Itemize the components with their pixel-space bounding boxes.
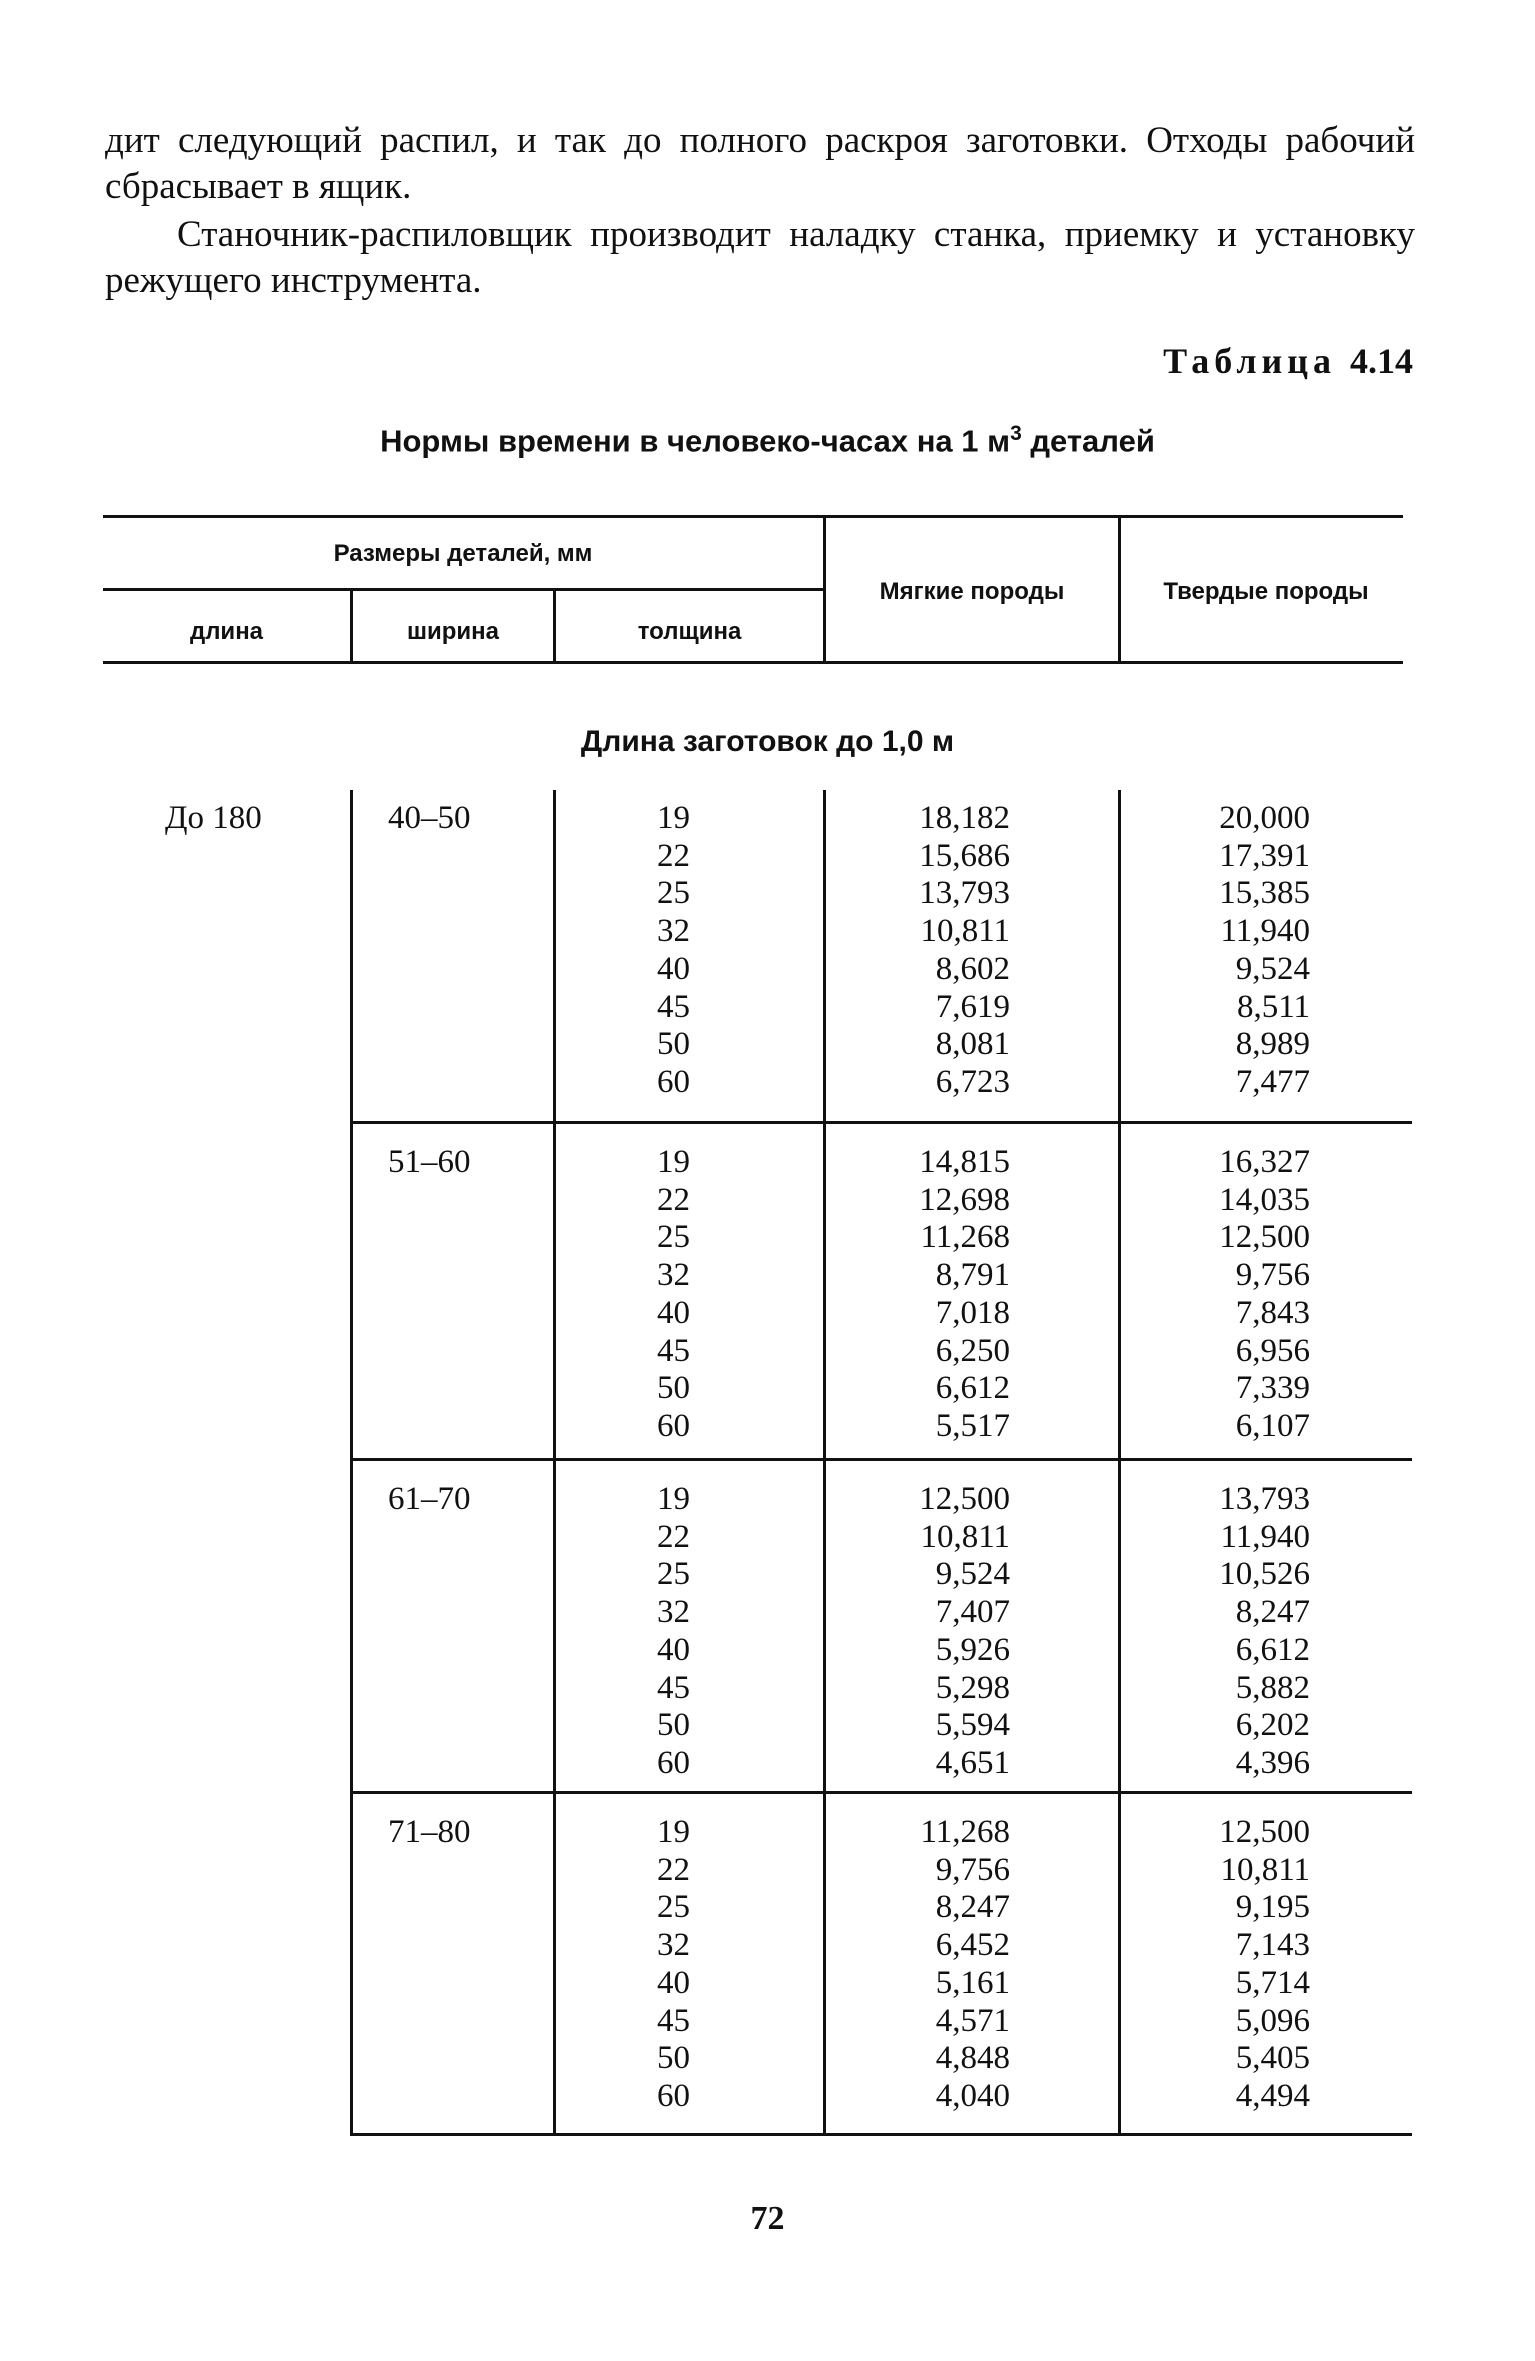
thickness-value: 19 (657, 1481, 690, 1517)
header-bottom-rule (103, 661, 1403, 664)
thickness-value: 60 (657, 1063, 690, 1100)
soft-value: 18,182 (919, 800, 1010, 836)
soft-value: 4,651 (935, 1744, 1010, 1781)
header-hard: Твердые породы (1163, 578, 1369, 605)
body-vline-2 (553, 790, 556, 2135)
hard-value: 10,811 (1220, 1851, 1310, 1888)
soft-value: 4,040 (935, 2077, 1010, 2114)
hard-value: 17,391 (1219, 837, 1310, 874)
group-separator (350, 1458, 1412, 1461)
soft-value: 9,756 (935, 1851, 1010, 1888)
table-title-sup: 3 (1010, 422, 1022, 445)
table-label (1163, 340, 1413, 382)
hard-value: 16,327 (1219, 1144, 1310, 1180)
thickness-value: 50 (657, 1026, 690, 1063)
width-range: 61–70 (388, 1481, 471, 1517)
table-label-word: Таблица (1163, 341, 1336, 381)
thickness-value: 22 (657, 837, 690, 874)
thickness-value: 40 (657, 1631, 690, 1668)
thickness-value: 40 (657, 950, 690, 987)
soft-value: 5,517 (935, 1407, 1010, 1444)
hard-value: 15,385 (1219, 875, 1310, 912)
soft-value: 12,698 (919, 1181, 1010, 1218)
thickness-value: 22 (657, 1518, 690, 1555)
page-number: 72 (750, 2200, 785, 2237)
thickness-value: 25 (657, 1889, 690, 1926)
hard-value: 5,405 (1235, 2040, 1310, 2077)
thickness-value: 25 (657, 875, 690, 912)
thickness-value: 19 (657, 1814, 690, 1850)
hard-value: 4,396 (1235, 1744, 1310, 1781)
hard-value: 6,107 (1235, 1407, 1310, 1444)
soft-value: 12,500 (919, 1481, 1010, 1517)
soft-value: 10,811 (920, 1518, 1010, 1555)
soft-value: 6,723 (935, 1063, 1010, 1100)
soft-value: 7,407 (935, 1594, 1010, 1631)
hard-value: 7,843 (1235, 1294, 1310, 1331)
thickness-value: 22 (657, 1851, 690, 1888)
hard-value: 5,882 (1235, 1669, 1310, 1706)
paragraph-1: дит следующий распил, и так до полного раскроя заготовки. Отходы рабочий сбрасывает в ящик. (105, 120, 1415, 207)
hard-value: 12,500 (1219, 1814, 1310, 1850)
width-range: 71–80 (388, 1814, 471, 1850)
soft-value: 4,571 (935, 2002, 1010, 2039)
thickness-value: 22 (657, 1181, 690, 1218)
soft-value: 4,848 (935, 2040, 1010, 2077)
thickness-value: 45 (657, 988, 690, 1025)
hard-value: 5,714 (1235, 1964, 1310, 2001)
thickness-value: 32 (657, 1927, 690, 1964)
soft-value: 6,452 (935, 1927, 1010, 1964)
soft-value: 6,250 (935, 1332, 1010, 1369)
hard-value: 8,247 (1235, 1594, 1310, 1631)
soft-value: 9,524 (935, 1556, 1010, 1593)
header-top-rule (103, 515, 1403, 518)
soft-value: 13,793 (919, 875, 1010, 912)
hard-value: 6,956 (1235, 1332, 1310, 1369)
soft-value: 15,686 (919, 837, 1010, 874)
hard-value: 9,524 (1235, 950, 1310, 987)
table-title-text: Нормы времени в человеко-часах на 1 м (380, 423, 1011, 459)
group-separator (350, 1791, 1412, 1794)
hard-value: 13,793 (1219, 1481, 1310, 1517)
hard-value: 7,339 (1235, 1370, 1310, 1407)
width-range: 40–50 (388, 800, 471, 836)
hard-value: 14,035 (1219, 1181, 1310, 1218)
header-soft: Мягкие породы (879, 578, 1065, 605)
hard-value: 7,143 (1235, 1927, 1310, 1964)
thickness-value: 32 (657, 1594, 690, 1631)
hard-value: 11,940 (1220, 913, 1310, 950)
soft-value: 6,612 (935, 1370, 1010, 1407)
hard-value: 10,526 (1219, 1556, 1310, 1593)
thickness-value: 19 (657, 1144, 690, 1180)
hard-value: 9,756 (1235, 1257, 1310, 1294)
soft-value: 5,926 (935, 1631, 1010, 1668)
hard-value: 8,511 (1236, 988, 1310, 1025)
header-mid-rule (103, 588, 823, 591)
header-width: ширина (406, 618, 499, 645)
thickness-value: 19 (657, 800, 690, 836)
width-range: 51–60 (388, 1144, 471, 1180)
soft-value: 8,081 (935, 1026, 1010, 1063)
thickness-value: 32 (657, 1257, 690, 1294)
header-sizes: Размеры деталей, мм (333, 540, 593, 567)
thickness-value: 40 (657, 1294, 690, 1331)
thickness-value: 25 (657, 1556, 690, 1593)
hard-value: 6,202 (1235, 1707, 1310, 1744)
hard-value: 11,940 (1220, 1518, 1310, 1555)
soft-value: 5,161 (935, 1964, 1010, 2001)
thickness-value: 50 (657, 2040, 690, 2077)
thickness-value: 60 (657, 2077, 690, 2114)
body-vline-3 (823, 790, 826, 2135)
thickness-value: 50 (657, 1707, 690, 1744)
thickness-value: 45 (657, 1332, 690, 1369)
group-separator (350, 1121, 1412, 1124)
thickness-value: 45 (657, 2002, 690, 2039)
hard-value: 9,195 (1235, 1889, 1310, 1926)
header-length: длина (189, 618, 264, 645)
soft-value: 5,594 (935, 1707, 1010, 1744)
soft-value: 14,815 (919, 1144, 1010, 1180)
hard-value: 12,500 (1219, 1219, 1310, 1256)
body-vline-1 (350, 790, 353, 2135)
soft-value: 11,268 (920, 1814, 1010, 1850)
soft-value: 8,247 (935, 1889, 1010, 1926)
thickness-value: 60 (657, 1744, 690, 1781)
table-title (0, 422, 1535, 459)
hard-value: 7,477 (1235, 1063, 1310, 1100)
hard-value: 6,612 (1235, 1631, 1310, 1668)
hard-value: 4,494 (1235, 2077, 1310, 2114)
thickness-value: 60 (657, 1407, 690, 1444)
soft-value: 5,298 (935, 1669, 1010, 1706)
soft-value: 8,791 (935, 1257, 1010, 1294)
soft-value: 10,811 (920, 913, 1010, 950)
hard-value: 5,096 (1235, 2002, 1310, 2039)
thickness-value: 25 (657, 1219, 690, 1256)
thickness-value: 32 (657, 913, 690, 950)
body-vline-4 (1118, 790, 1121, 2135)
thickness-value: 45 (657, 1669, 690, 1706)
table-number: 4.14 (1350, 341, 1413, 381)
header-thickness: толщина (637, 618, 742, 645)
group-separator (350, 2133, 1412, 2136)
thickness-value: 50 (657, 1370, 690, 1407)
section-title: Длина заготовок до 1,0 м (580, 725, 955, 758)
hard-value: 20,000 (1219, 800, 1310, 836)
hard-value: 8,989 (1235, 1026, 1310, 1063)
soft-value: 8,602 (935, 950, 1010, 987)
table-title-tail: деталей (1021, 423, 1155, 459)
paragraph-2: Станочник-распиловщик производит наладку станка, приемку и установку режущего инструмента. (105, 214, 1415, 301)
soft-value: 7,018 (935, 1294, 1010, 1331)
soft-value: 7,619 (935, 988, 1010, 1025)
thickness-value: 40 (657, 1964, 690, 2001)
soft-value: 11,268 (920, 1219, 1010, 1256)
length-value: До 180 (165, 800, 262, 836)
